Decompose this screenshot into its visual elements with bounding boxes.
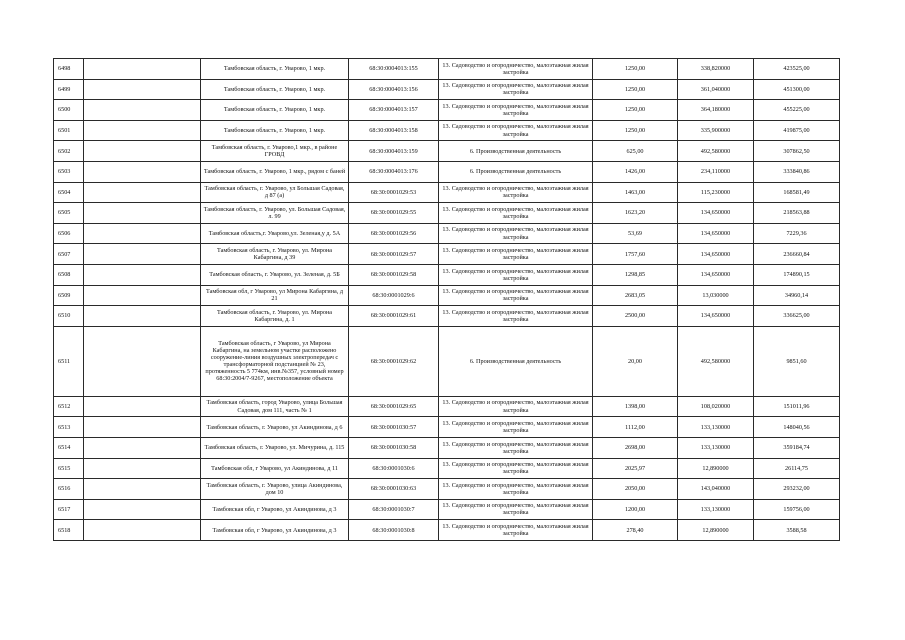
land-use-cell: 13. Садоводство и огородничество, малоэтажная жилая застройка <box>439 59 593 80</box>
cadastral-value-cell: 455225,00 <box>754 100 840 121</box>
cadastral-value-cell: 26114,75 <box>754 458 840 479</box>
address-cell: Тамбовская область, г. Уварово, 1 мкр. <box>201 120 349 141</box>
cadastral-number-cell: 68:30:0001029:6 <box>349 285 439 306</box>
empty-cell <box>84 59 201 80</box>
land-use-cell: 13. Садоводство и огородничество, малоэтажная жилая застройка <box>439 520 593 541</box>
address-cell: Тамбовская область, г. Уварово, ул Акиндинова, д 6 <box>201 417 349 438</box>
table-row <box>54 203 840 224</box>
specific-value-cell: 13,030000 <box>678 285 754 306</box>
area-cell: 1250,00 <box>593 120 678 141</box>
table-row <box>54 479 840 500</box>
area-cell: 1757,60 <box>593 244 678 265</box>
area-cell: 625,00 <box>593 141 678 162</box>
cadastral-number-cell: 68:30:0001029:65 <box>349 396 439 417</box>
land-use-cell: 6. Производственная деятельность <box>439 161 593 182</box>
empty-cell <box>84 396 201 417</box>
land-use-cell: 13. Садоводство и огородничество, малоэтажная жилая застройка <box>439 306 593 327</box>
land-use-cell: 13. Садоводство и огородничество, малоэтажная жилая застройка <box>439 285 593 306</box>
address-cell: Тамбовская обл, г Уварово, ул Акиндинова, д 11 <box>201 458 349 479</box>
specific-value-cell: 134,650000 <box>678 203 754 224</box>
row-number: 6513 <box>54 417 84 438</box>
land-use-cell: 6. Производственная деятельность <box>439 326 593 396</box>
cadastral-value-cell: 34960,14 <box>754 285 840 306</box>
empty-cell <box>84 285 201 306</box>
table-row <box>54 120 840 141</box>
empty-cell <box>84 437 201 458</box>
cadastral-number-cell: 68:30:0001029:62 <box>349 326 439 396</box>
cadastral-value-cell: 423525,00 <box>754 59 840 80</box>
cadastral-number-cell: 68:30:0001030:7 <box>349 499 439 520</box>
land-use-cell: 13. Садоводство и огородничество, малоэтажная жилая застройка <box>439 437 593 458</box>
specific-value-cell: 133,130000 <box>678 417 754 438</box>
table-row <box>54 499 840 520</box>
row-number: 6506 <box>54 223 84 244</box>
specific-value-cell: 234,110000 <box>678 161 754 182</box>
specific-value-cell: 335,900000 <box>678 120 754 141</box>
area-cell: 2050,00 <box>593 479 678 500</box>
cadastral-value-cell: 307862,50 <box>754 141 840 162</box>
cadastral-value-cell: 359184,74 <box>754 437 840 458</box>
area-cell: 1200,00 <box>593 499 678 520</box>
empty-cell <box>84 182 201 203</box>
specific-value-cell: 133,130000 <box>678 437 754 458</box>
cadastral-number-cell: 68:30:0004013:156 <box>349 79 439 100</box>
area-cell: 2025,97 <box>593 458 678 479</box>
area-cell: 2683,05 <box>593 285 678 306</box>
row-number: 6514 <box>54 437 84 458</box>
empty-cell <box>84 417 201 438</box>
address-cell: Тамбовская область, г. Уварово, ул. Зеленая, д. 5Б <box>201 264 349 285</box>
empty-cell <box>84 100 201 121</box>
land-use-cell: 6. Производственная деятельность <box>439 141 593 162</box>
address-cell: Тамбовская область, г. Уварово, ул. Мирона Кабаргина, д. 1 <box>201 306 349 327</box>
area-cell: 1250,00 <box>593 100 678 121</box>
table-row <box>54 437 840 458</box>
empty-cell <box>84 141 201 162</box>
address-cell: Тамбовская область, г. Уварово, 1 мкр. <box>201 59 349 80</box>
area-cell: 1398,00 <box>593 396 678 417</box>
row-number: 6501 <box>54 120 84 141</box>
row-number: 6505 <box>54 203 84 224</box>
cadastral-value-cell: 148040,56 <box>754 417 840 438</box>
table-row <box>54 306 840 327</box>
table-row <box>54 326 840 396</box>
area-cell: 1426,00 <box>593 161 678 182</box>
row-number: 6517 <box>54 499 84 520</box>
address-cell: Тамбовская область, г. Уварово, ул. Мирона Кабаргина, д 39 <box>201 244 349 265</box>
row-number: 6508 <box>54 264 84 285</box>
cadastral-value-cell: 151011,96 <box>754 396 840 417</box>
area-cell: 2698,00 <box>593 437 678 458</box>
area-cell: 1250,00 <box>593 79 678 100</box>
specific-value-cell: 338,820000 <box>678 59 754 80</box>
cadastral-number-cell: 68:30:0001029:57 <box>349 244 439 265</box>
empty-cell <box>84 520 201 541</box>
cadastral-value-cell: 3588,58 <box>754 520 840 541</box>
empty-cell <box>84 499 201 520</box>
land-use-cell: 13. Садоводство и огородничество, малоэтажная жилая застройка <box>439 182 593 203</box>
empty-cell <box>84 458 201 479</box>
specific-value-cell: 12,890000 <box>678 520 754 541</box>
specific-value-cell: 133,130000 <box>678 499 754 520</box>
cadastral-value-cell: 9851,60 <box>754 326 840 396</box>
table-row <box>54 458 840 479</box>
area-cell: 2500,00 <box>593 306 678 327</box>
address-cell: Тамбовская область, г. Уварово, ул. Большая Садовая, л. 99 <box>201 203 349 224</box>
row-number: 6503 <box>54 161 84 182</box>
empty-cell <box>84 264 201 285</box>
cadastral-number-cell: 68:30:0001030:58 <box>349 437 439 458</box>
specific-value-cell: 492,580000 <box>678 141 754 162</box>
address-cell: Тамбовская область, г. Уварово, ул. Мичурина, д. 115 <box>201 437 349 458</box>
table-row <box>54 59 840 80</box>
cadastral-value-cell: 7229,36 <box>754 223 840 244</box>
empty-cell <box>84 161 201 182</box>
address-cell: Тамбовская область, г Уварово, ул Мирона Кабаргина, на земельном участке расположено сооружение-линия воздушных электропередач с трансформаторной подстанцией № 23, протяженность 5 774км, инв.№357, условный номер 68:30:2004/7-9267, местоположение объекта <box>201 326 349 396</box>
land-use-cell: 13. Садоводство и огородничество, малоэтажная жилая застройка <box>439 264 593 285</box>
empty-cell <box>84 306 201 327</box>
specific-value-cell: 108,020000 <box>678 396 754 417</box>
table-row <box>54 100 840 121</box>
cadastral-value-cell: 168581,49 <box>754 182 840 203</box>
specific-value-cell: 134,650000 <box>678 306 754 327</box>
cadastral-value-cell: 419875,00 <box>754 120 840 141</box>
table-row <box>54 223 840 244</box>
cadastral-value-table <box>53 58 840 541</box>
land-use-cell: 13. Садоводство и огородничество, малоэтажная жилая застройка <box>439 120 593 141</box>
cadastral-value-cell: 451300,00 <box>754 79 840 100</box>
cadastral-number-cell: 68:30:0004013:158 <box>349 120 439 141</box>
area-cell: 20,00 <box>593 326 678 396</box>
cadastral-number-cell: 68:30:0001029:55 <box>349 203 439 224</box>
row-number: 6516 <box>54 479 84 500</box>
cadastral-number-cell: 68:30:0001029:56 <box>349 223 439 244</box>
cadastral-number-cell: 68:30:0001030:57 <box>349 417 439 438</box>
empty-cell <box>84 223 201 244</box>
cadastral-value-cell: 159756,00 <box>754 499 840 520</box>
row-number: 6499 <box>54 79 84 100</box>
row-number: 6502 <box>54 141 84 162</box>
cadastral-number-cell: 68:30:0001030:6 <box>349 458 439 479</box>
land-use-cell: 13. Садоводство и огородничество, малоэтажная жилая застройка <box>439 223 593 244</box>
specific-value-cell: 134,650000 <box>678 223 754 244</box>
empty-cell <box>84 479 201 500</box>
area-cell: 1463,00 <box>593 182 678 203</box>
table-row <box>54 264 840 285</box>
row-number: 6510 <box>54 306 84 327</box>
cadastral-value-cell: 336625,00 <box>754 306 840 327</box>
cadastral-number-cell: 68:30:0004013:176 <box>349 161 439 182</box>
land-use-cell: 13. Садоводство и огородничество, малоэтажная жилая застройка <box>439 100 593 121</box>
area-cell: 53,69 <box>593 223 678 244</box>
empty-cell <box>84 120 201 141</box>
row-number: 6518 <box>54 520 84 541</box>
land-use-cell: 13. Садоводство и огородничество, малоэтажная жилая застройка <box>439 499 593 520</box>
cadastral-number-cell: 68:30:0004013:159 <box>349 141 439 162</box>
address-cell: Тамбовская обл, г Уварово, ул Акиндинова, д 3 <box>201 520 349 541</box>
table-row <box>54 161 840 182</box>
row-number: 6511 <box>54 326 84 396</box>
table-row <box>54 182 840 203</box>
address-cell: Тамбовская область,г. Уварово,ул. Зеленая,у д. 5А <box>201 223 349 244</box>
land-use-cell: 13. Садоводство и огородничество, малоэтажная жилая застройка <box>439 79 593 100</box>
address-cell: Тамбовская область, город Уварово, улица Большая Садовая, дом 111, часть № 1 <box>201 396 349 417</box>
empty-cell <box>84 203 201 224</box>
row-number: 6500 <box>54 100 84 121</box>
area-cell: 1250,00 <box>593 59 678 80</box>
specific-value-cell: 364,180000 <box>678 100 754 121</box>
table-row <box>54 141 840 162</box>
address-cell: Тамбовская область, г. Уварово, ул Большая Садовая, д 87 (а) <box>201 182 349 203</box>
cadastral-number-cell: 68:30:0004013:155 <box>349 59 439 80</box>
specific-value-cell: 134,650000 <box>678 244 754 265</box>
cadastral-number-cell: 68:30:0001029:61 <box>349 306 439 327</box>
table-row <box>54 396 840 417</box>
row-number: 6504 <box>54 182 84 203</box>
land-use-cell: 13. Садоводство и огородничество, малоэтажная жилая застройка <box>439 417 593 438</box>
empty-cell <box>84 244 201 265</box>
address-cell: Тамбовская область, г. Уварово, 1 мкр., рядом с баней <box>201 161 349 182</box>
table-row <box>54 79 840 100</box>
cadastral-number-cell: 68:30:0001030:63 <box>349 479 439 500</box>
area-cell: 278,40 <box>593 520 678 541</box>
land-use-cell: 13. Садоводство и огородничество, малоэтажная жилая застройка <box>439 396 593 417</box>
land-use-cell: 13. Садоводство и огородничество, малоэтажная жилая застройка <box>439 479 593 500</box>
specific-value-cell: 143,040000 <box>678 479 754 500</box>
row-number: 6512 <box>54 396 84 417</box>
specific-value-cell: 361,040000 <box>678 79 754 100</box>
address-cell: Тамбовская область, г. Уварово, 1 мкр. <box>201 79 349 100</box>
cadastral-number-cell: 68:30:0001029:53 <box>349 182 439 203</box>
specific-value-cell: 134,650000 <box>678 264 754 285</box>
address-cell: Тамбовская обл, г Уварово, ул Мирона Кабаргина, д 21 <box>201 285 349 306</box>
area-cell: 1623,20 <box>593 203 678 224</box>
cadastral-number-cell: 68:30:0004013:157 <box>349 100 439 121</box>
address-cell: Тамбовская обл, г Уварово, ул Акиндинова, д 3 <box>201 499 349 520</box>
specific-value-cell: 12,890000 <box>678 458 754 479</box>
area-cell: 1298,85 <box>593 264 678 285</box>
area-cell: 1112,00 <box>593 417 678 438</box>
land-use-cell: 13. Садоводство и огородничество, малоэтажная жилая застройка <box>439 244 593 265</box>
cadastral-number-cell: 68:30:0001030:8 <box>349 520 439 541</box>
address-cell: Тамбовская область, г. Уварово, улица Акиндинова, дом 10 <box>201 479 349 500</box>
address-cell: Тамбовская область, г. Уварово, 1 мкр. <box>201 100 349 121</box>
row-number: 6498 <box>54 59 84 80</box>
row-number: 6509 <box>54 285 84 306</box>
cadastral-number-cell: 68:30:0001029:58 <box>349 264 439 285</box>
row-number: 6507 <box>54 244 84 265</box>
specific-value-cell: 492,580000 <box>678 326 754 396</box>
table-row <box>54 285 840 306</box>
empty-cell <box>84 79 201 100</box>
cadastral-value-cell: 218563,88 <box>754 203 840 224</box>
row-number: 6515 <box>54 458 84 479</box>
cadastral-value-cell: 174890,15 <box>754 264 840 285</box>
cadastral-value-cell: 333840,86 <box>754 161 840 182</box>
land-use-cell: 13. Садоводство и огородничество, малоэтажная жилая застройка <box>439 203 593 224</box>
table-row <box>54 520 840 541</box>
table-row <box>54 244 840 265</box>
table-body <box>54 59 840 541</box>
address-cell: Тамбовская область, г. Уварово,1 мкр., в районе ГРОВД <box>201 141 349 162</box>
specific-value-cell: 115,230000 <box>678 182 754 203</box>
land-use-cell: 13. Садоводство и огородничество, малоэтажная жилая застройка <box>439 458 593 479</box>
table-row <box>54 417 840 438</box>
cadastral-value-cell: 236660,84 <box>754 244 840 265</box>
cadastral-value-cell: 293232,00 <box>754 479 840 500</box>
empty-cell <box>84 326 201 396</box>
